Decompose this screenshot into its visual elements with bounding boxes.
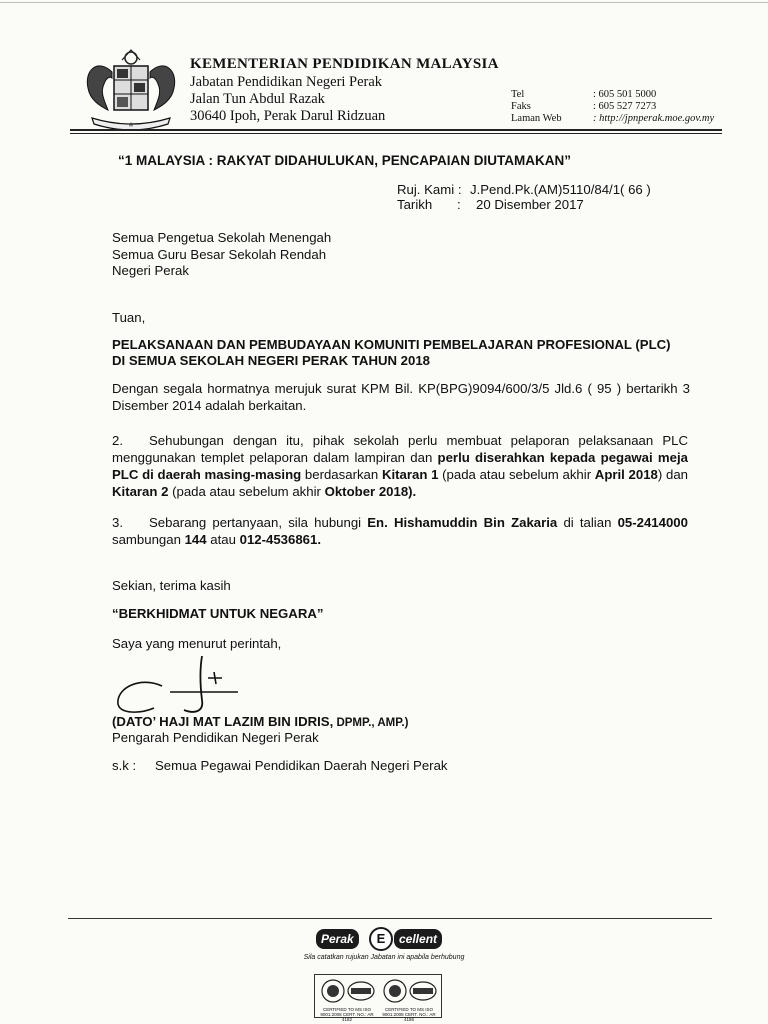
recipient-line: Semua Guru Besar Sekolah Rendah: [112, 247, 327, 262]
iso-badge-right: [379, 977, 439, 1022]
header-rule-thin: [70, 133, 722, 134]
signatory-name: (DATO’ HAJI MAT LAZIM BIN IDRIS, DPMP., AMP.): [112, 714, 409, 729]
handwritten-signature: [110, 648, 250, 716]
national-motto: “1 MALAYSIA : RAKYAT DIDAHULUKAN, PENCAPAIAN DIUTAMAKAN”: [118, 153, 572, 168]
cc-recipients: Semua Pegawai Pendidikan Daerah Negeri Perak: [155, 758, 448, 773]
paragraph-number: 3.: [112, 515, 123, 530]
cert-text: CERTIFIED TO MS ISO 9001:2008 CERT. NO.: AR 4182: [320, 1007, 374, 1022]
page-top-edge: [0, 2, 768, 3]
reference-number: J.Pend.Pk.(AM)5110/84/1( 66 ): [470, 182, 651, 197]
svg-text:⁂: ⁂: [129, 122, 133, 127]
paragraph-number: 2.: [112, 433, 123, 448]
reference-label: Ruj. Kami :: [397, 182, 462, 197]
subject-line: DI SEMUA SEKOLAH NEGERI PERAK TAHUN 2018: [112, 353, 431, 368]
date-label: Tarikh: [397, 197, 433, 212]
closing-thanks: Sekian, terima kasih: [112, 578, 231, 593]
cert-text: CERTIFIED TO MS ISO 9001:2008 CERT. NO.: AR 4186: [382, 1007, 436, 1022]
paragraph-2: 2. Sehubungan dengan itu, pihak sekolah perlu membuat pelaporan pelaksanaan PLC menggunakan templet pelaporan dalam lampiran dan perlu diserahkan kepada pegawai meja PLC di daerah masing-masing berdasarkan Kitaran 1 (pada atau sebelum akhir April 2018) dan Kitaran 2 (pada atau sebelum akhir Oktober 2018).: [112, 433, 688, 499]
footer-rule: [68, 918, 712, 919]
address-street: Jalan Tun Abdul Razak: [190, 91, 325, 107]
perak-excellent-logo: Perak E cellent: [316, 929, 440, 949]
certification-seal-icon: [317, 977, 377, 1007]
contact-label-tel: Tel: [511, 89, 525, 100]
paragraph-1: Dengan segala hormatnya merujuk surat KPM Bil. KP(BPG)9094/600/3/5 Jld.6 ( 95 ) bertarikh 3 Disember 2014 adalah berkaitan.: [112, 381, 690, 413]
cc-label: s.k :: [112, 758, 137, 773]
coat-of-arms-icon: [78, 48, 184, 134]
contact-value-fax: : 605 527 7273: [593, 101, 657, 112]
contact-value-tel: : 605 501 5000: [593, 89, 657, 100]
ministry-name: KEMENTERIAN PENDIDIKAN MALAYSIA: [190, 56, 499, 72]
signatory-title: Pengarah Pendidikan Negeri Perak: [112, 730, 319, 745]
closing-slogan: “BERKHIDMAT UNTUK NEGARA”: [112, 606, 324, 621]
contact-value-website: : http://jpnperak.moe.gov.my: [593, 113, 715, 124]
closing-sign-off: Saya yang menurut perintah,: [112, 636, 282, 651]
date-separator: :: [457, 197, 461, 212]
department-name: Jabatan Pendidikan Negeri Perak: [190, 74, 383, 90]
address-city: 30640 Ipoh, Perak Darul Ridzuan: [190, 108, 386, 124]
certification-seal-icon: [379, 977, 439, 1007]
contact-label-website: Laman Web: [511, 113, 562, 124]
header-rule: [70, 129, 722, 131]
footer-note: Sila catatkan rujukan Jabatan ini apabila berhubung: [303, 954, 465, 961]
paragraph-3: 3. Sebarang pertanyaan, sila hubungi En. Hishamuddin Bin Zakaria di talian 05-2414000 sambungan 144 atau 012-4536861.: [112, 515, 688, 547]
letter-date: 20 Disember 2017: [476, 197, 584, 212]
recipient-line: Semua Pengetua Sekolah Menengah: [112, 230, 332, 245]
salutation: Tuan,: [112, 310, 146, 325]
iso-certification-badges: [314, 974, 442, 1022]
contact-label-fax: Faks: [511, 101, 531, 112]
recipient-line: Negeri Perak: [112, 263, 189, 278]
subject-line: PELAKSANAAN DAN PEMBUDAYAAN KOMUNITI PEMBELAJARAN PROFESIONAL (PLC): [112, 337, 671, 352]
iso-badge-left: [317, 977, 377, 1022]
